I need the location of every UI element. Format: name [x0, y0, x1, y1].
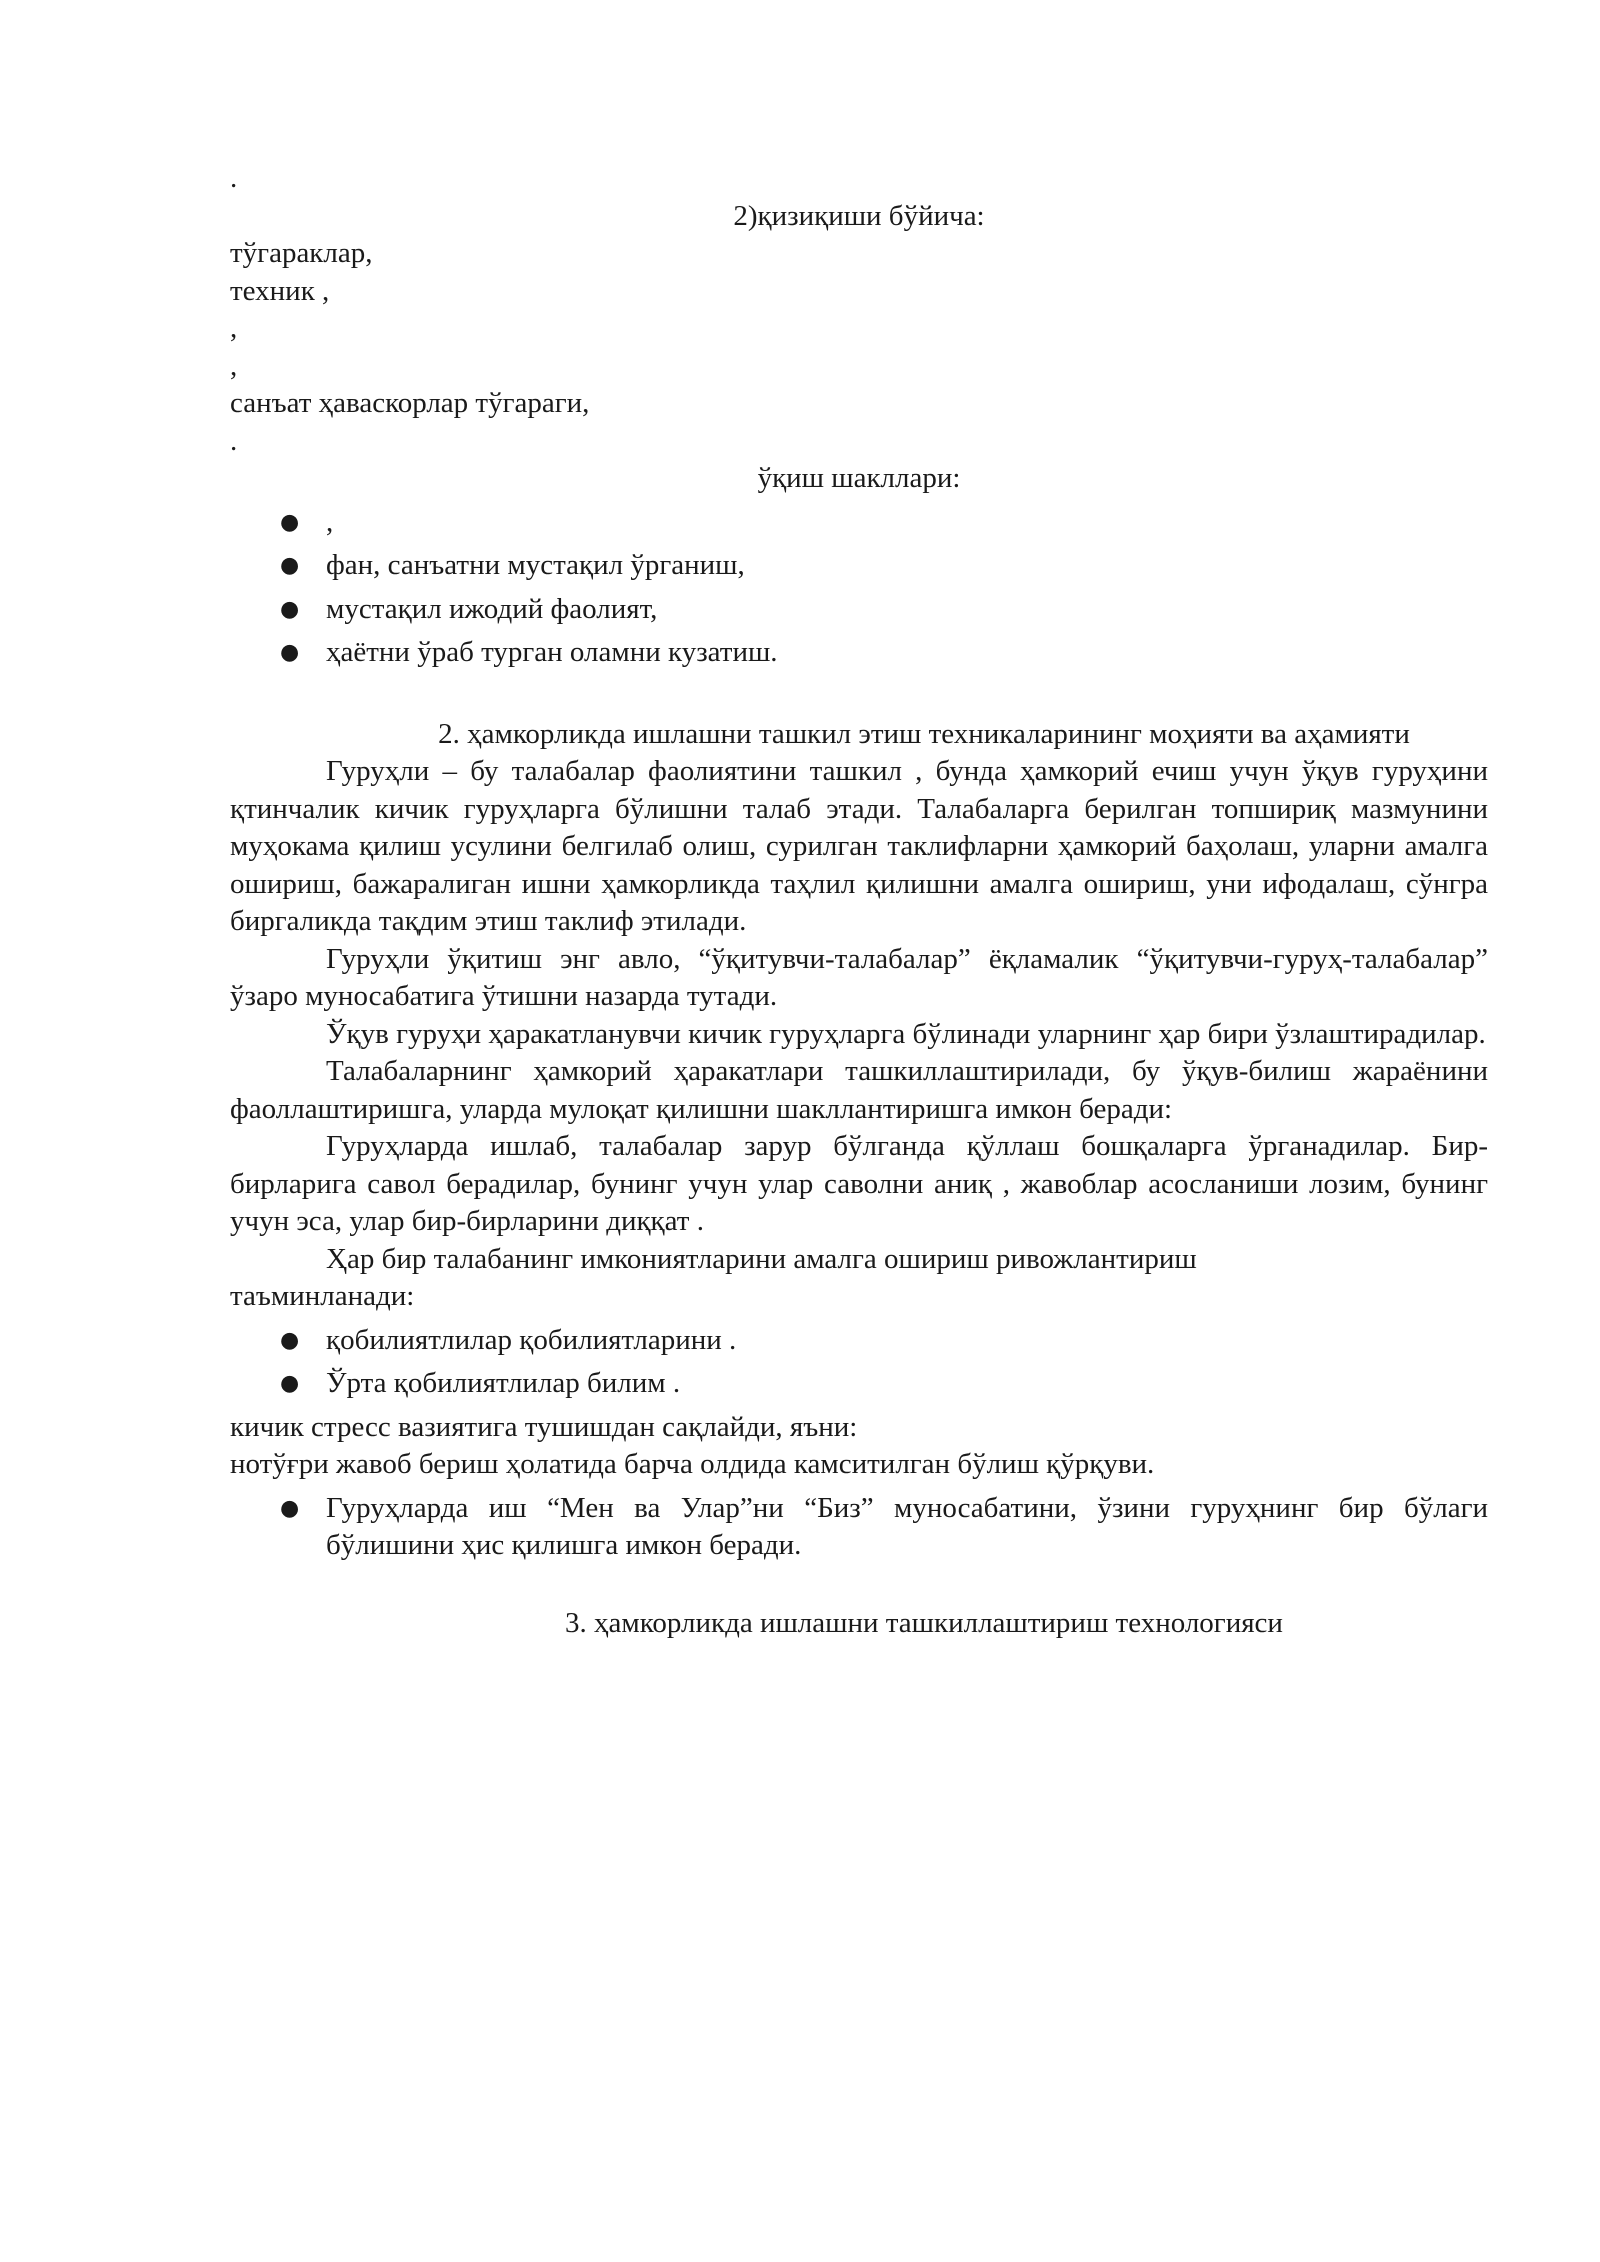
list-item	[230, 1322, 1488, 1360]
list-item	[230, 547, 1488, 585]
list-item: техник ,	[230, 274, 330, 307]
list-item-text: ҳаётни ўраб турган оламни кузатиш.	[326, 636, 778, 668]
group-list	[230, 1490, 1488, 1565]
paragraph-line: нотўғри жавоб бериш ҳолатида барча олдида камситилган бўлиш қўрқуви.	[230, 1448, 1155, 1480]
list-item-text: Гуруҳларда иш “Мен ва Улар”ни “Биз” муносабатини, ўзини гуруҳнинг бир бўлаги бўлишини ҳис қилишга имкон беради.	[326, 1491, 1488, 1561]
interest-heading: 2)қизиқиши бўйича:	[733, 199, 985, 232]
bullet-icon: ●	[280, 1327, 300, 1353]
paragraph: Гуруҳли – бу талабалар фаолиятини ташкил , бунда ҳамкорий ечиш учун ўқув гуруҳини қтинчалик кичик гуруҳларга бўлишни талаб этади. Талабаларга берилган топшириқ мазмунини муҳокама қилиш усулини белгилаб олиш, сурилган таклифларни ҳамкорий баҳолаш, уларни амалга ошириш, бажаралиган ишни ҳамкорликда таҳлил қилишни амалга ошириш, уни ифодалаш, сўнгра биргаликда тақдим этиш таклиф этилади.	[230, 755, 1488, 937]
document-page	[230, 160, 1488, 1642]
list-item-text: қобилиятлилар қобилиятларини .	[326, 1323, 737, 1356]
list-item-text: мустақил ижодий фаолият,	[326, 592, 658, 625]
bullet-icon: ●	[280, 509, 300, 535]
paragraph: Ўқув гуруҳи ҳаракатланувчи кичик гуруҳларга бўлинади уларнинг ҳар бири ўзлаштирадилар.	[326, 1017, 1486, 1050]
list-item: ,	[230, 349, 238, 382]
bullet-icon: ●	[280, 1495, 300, 1521]
section3-heading: 3. ҳамкорликда ишлашни ташкиллаштириш технологияси	[565, 1606, 1283, 1639]
section2-heading: 2. ҳамкорликда ишлашни ташкил этиш техникаларининг моҳияти ва аҳамияти	[438, 717, 1410, 750]
list-item	[230, 1365, 1488, 1403]
paragraph: Талабаларнинг ҳамкорий ҳаракатлари ташкиллаштирилади, бу ўқув-билиш жараёнини фаоллаштиришга, уларда мулоқат қилишни шакллантиришга имкон беради:	[230, 1055, 1488, 1125]
stray-dot: .	[230, 162, 238, 194]
list-item-text: Ўрта қобилиятлилар билим .	[326, 1367, 681, 1399]
forms-list	[230, 504, 1488, 672]
list-item	[230, 1490, 1488, 1565]
forms-heading: ўқиш шакллари:	[757, 462, 961, 494]
paragraph: Гуруҳли ўқитиш энг авло, “ўқитувчи-талабалар” ёқламалик “ўқитувчи-гуруҳ-талабалар” ўзаро муносабатига ўтишни назарда тутади.	[230, 942, 1488, 1012]
list-item	[230, 634, 1488, 672]
paragraph-line: таъминланади:	[230, 1280, 415, 1312]
paragraph-line: кичик стресс вазиятига тушишдан сақлайди, яъни:	[230, 1410, 858, 1443]
list-item: тўгараклар,	[230, 237, 373, 269]
abilities-list	[230, 1322, 1488, 1403]
bullet-icon: ●	[280, 553, 300, 578]
list-item	[230, 591, 1488, 629]
paragraph: Гуруҳларда ишлаб, талабалар зарур бўлганда қўллаш бошқаларга ўрганадилар. Бир-бирларига савол берадилар, бунинг учун улар саволни аниқ , жавоблар асосланиши лозим, бунинг учун эса, улар бир-бирларини диққат .	[230, 1130, 1488, 1237]
list-item: .	[230, 424, 238, 457]
bullet-icon: ●	[280, 596, 300, 622]
list-item-text: фан, санъатни мустақил ўрганиш,	[326, 549, 745, 581]
paragraph-line: Ҳар бир талабанинг имкониятларини амалга ошириш ривожлантириш	[326, 1242, 1197, 1275]
list-item-text: ,	[326, 505, 334, 538]
list-item: ,	[230, 312, 238, 344]
list-item	[230, 504, 1488, 542]
list-item: санъат ҳаваскорлар тўгараги,	[230, 387, 590, 419]
bullet-icon: ●	[280, 640, 300, 665]
bullet-icon: ●	[280, 1371, 300, 1396]
